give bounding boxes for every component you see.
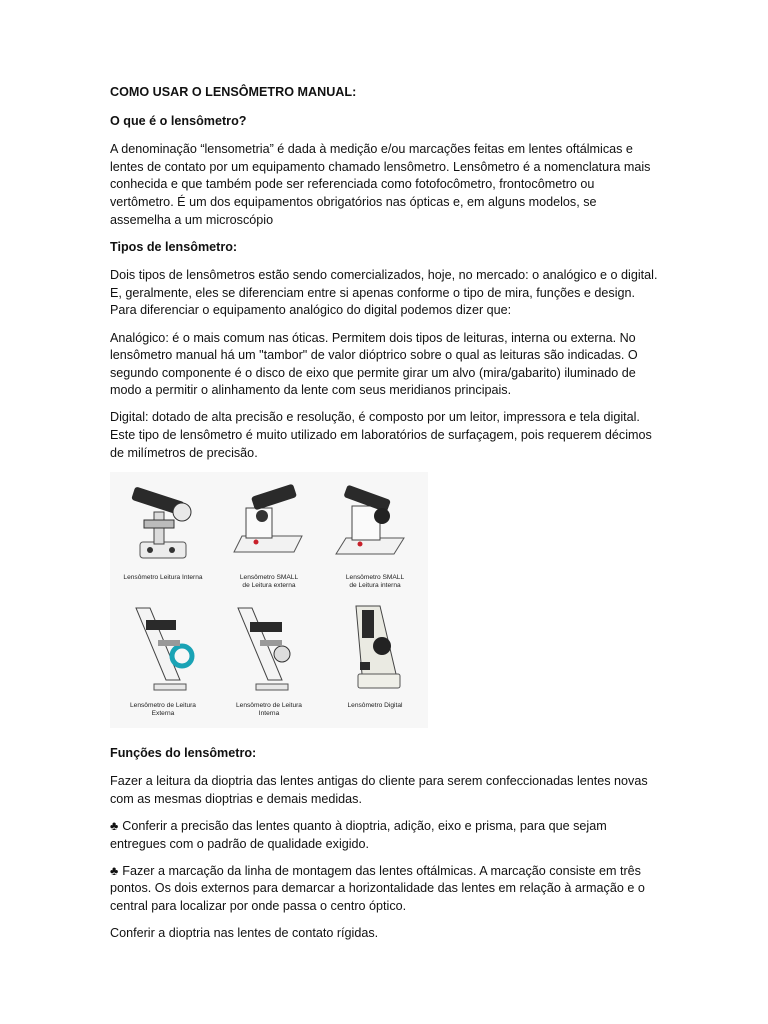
lensometer-image xyxy=(322,472,428,570)
gallery-caption: Lensômetro Leitura Interna xyxy=(123,573,203,581)
document-page xyxy=(110,84,658,952)
gallery-caption: Lensômetro de Leitura Interna xyxy=(236,701,302,718)
lensometer-image-gallery xyxy=(110,472,428,728)
lensometer-image xyxy=(110,472,216,570)
paragraph-analog: Analógico: é o mais comum nas óticas. Permitem dois tipos de leituras, interna ou externa. No lensômetro manual há um "tambor" de valor dióptrico sobre o qual as leituras são indicadas. O segundo componente é o disco de eixo que permite girar um alvo (mira/gabarito) iluminado de modo a permitir o alinhamento da lente com seus meridianos principais. xyxy=(110,330,638,398)
paragraph-function-check: ♣ Conferir a precisão das lentes quanto à dioptria, adição, eixo e prisma, para que sejam entregues com o padrão de qualidade exigido. xyxy=(110,818,658,853)
section-heading-functions: Funções do lensômetro: xyxy=(110,745,257,760)
paragraph-function-reading: Fazer a leitura da dioptria das lentes antigas do cliente para serem confeccionadas lentes novas com as mesmas dioptrias e demais medidas. xyxy=(110,774,648,806)
gallery-item xyxy=(322,600,428,728)
paragraph-definition: A denominação “lensometria” é dada à medição e/ou marcações feitas em lentes oftálmicas e lentes de contato por um equipamento chamado lensômetro. Lensômetro é a nomenclatura mais conhecida e que também pode ser referenciada como fotofocômetro, frontocômetro ou vertômetro. É um dos equipamentos obrigatórios nas ópticas e, em alguns modelos, se assemelha a um microscópio xyxy=(110,142,651,227)
gallery-item xyxy=(110,472,216,600)
gallery-item xyxy=(110,600,216,728)
lensometer-image xyxy=(110,600,216,698)
lensometer-image xyxy=(216,600,322,698)
paragraph-function-contact-lenses: Conferir a dioptria nas lentes de contato rígidas. xyxy=(110,925,379,940)
gallery-caption: Lensômetro de Leitura Externa xyxy=(130,701,196,718)
gallery-caption: Lensômetro Digital xyxy=(347,701,403,709)
paragraph-digital: Digital: dotado de alta precisão e resolução, é composto por um leitor, impressora e tela digital. Este tipo de lensômetro é muito utilizado em laboratórios de surfaçagem, pois requerem décimos de milímetros de precisão. xyxy=(110,410,652,460)
lensometer-image xyxy=(216,472,322,570)
lensometer-image xyxy=(322,600,428,698)
section-heading-what-is: O que é o lensômetro? xyxy=(110,113,247,128)
document-title: COMO USAR O LENSÔMETRO MANUAL: xyxy=(110,85,357,99)
section-heading-types: Tipos de lensômetro: xyxy=(110,239,238,254)
gallery-caption: Lensômetro SMALL de Leitura interna xyxy=(345,573,405,590)
paragraph-types: Dois tipos de lensômetros estão sendo comercializados, hoje, no mercado: o analógico e o digital. E, geralmente, eles se diferenciam entre si apenas conforme o tipo de mira, funções e design. Para diferenciar o equipamento analógico do digital podemos dizer que: xyxy=(110,268,658,318)
gallery-item xyxy=(216,600,322,728)
gallery-caption: Lensômetro SMALL de Leitura externa xyxy=(239,573,299,590)
gallery-item xyxy=(216,472,322,600)
paragraph-function-marking: ♣ Fazer a marcação da linha de montagem das lentes oftálmicas. A marcação consiste em três pontos. Os dois externos para demarcar a horizontalidade das lentes em relação à armação e o central para localizar por onde passa o centro óptico. xyxy=(110,863,658,916)
gallery-item xyxy=(322,472,428,600)
